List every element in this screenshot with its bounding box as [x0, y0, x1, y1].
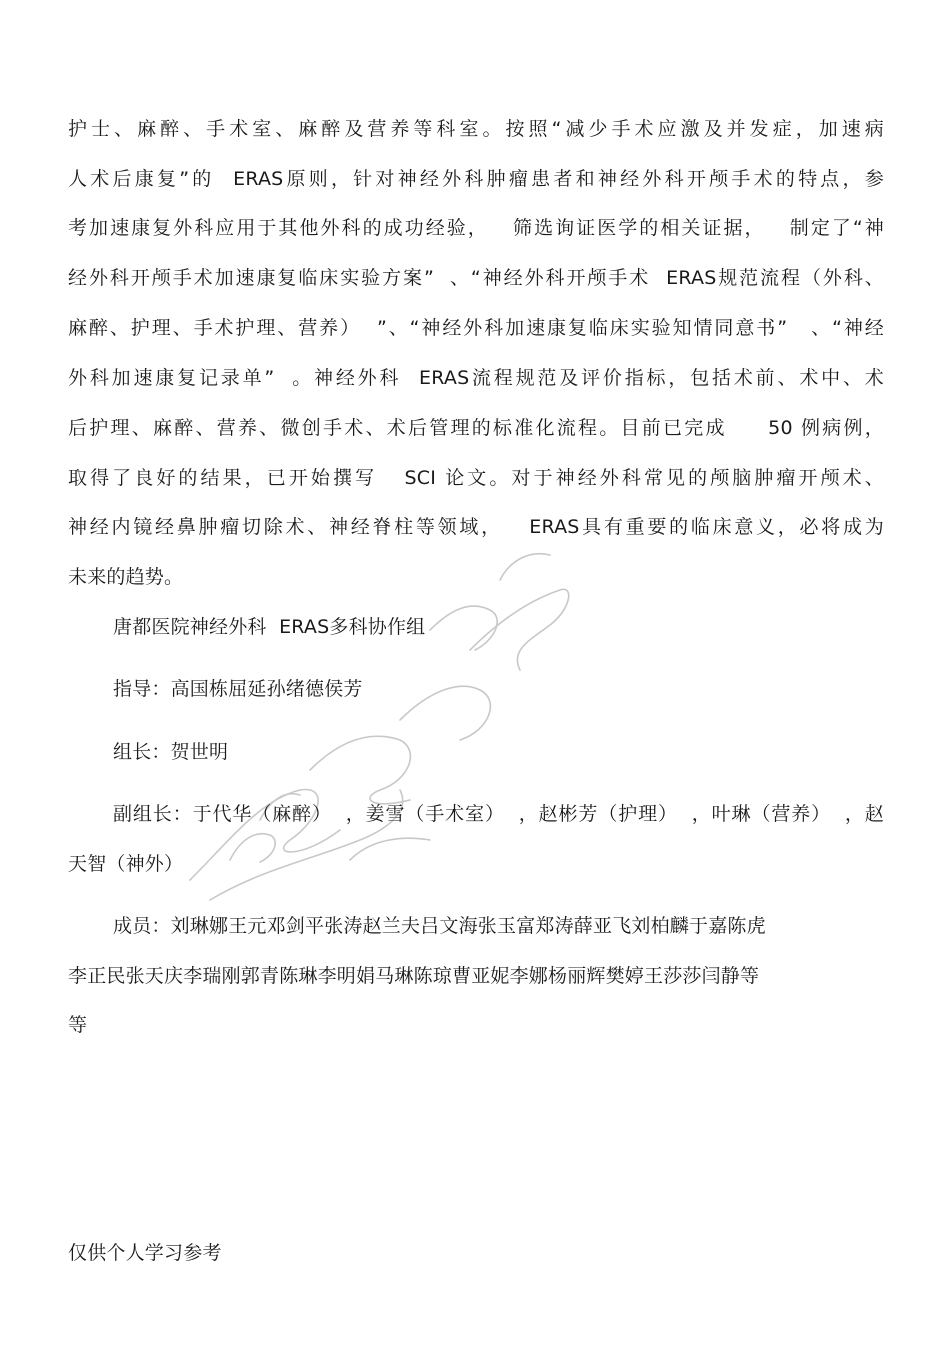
- advisors-line: 指导：高国栋屈延孙绪德侯芳: [113, 678, 363, 700]
- body-line-5: 麻醉、护理、手术护理、营养） ”、“神经外科加速康复临床实验知情同意书” 、“神经: [68, 317, 884, 339]
- body-line-3: 考加速康复外科应用于其他外科的成功经验， 筛选询证医学的相关证据， 制定了“神: [68, 217, 884, 239]
- body-line-1: 护士、麻醉、手术室、麻醉及营养等科室。按照“减少手术应激及并发症，加速病: [68, 118, 884, 140]
- body-line-10: 未来的趋势。: [68, 566, 184, 588]
- leader-line: 组长：贺世明: [113, 741, 229, 763]
- body-line-9: 神经内镜经鼻肿瘤切除术、神经脊柱等领域， ERAS具有重要的临床意义，必将成为: [68, 516, 884, 538]
- body-line-4: 经外科开颅手术加速康复临床实验方案” 、“神经外科开颅手术 ERAS规范流程（外科、: [68, 267, 884, 289]
- members-line-3: 等: [68, 1014, 88, 1036]
- deputy-line-1: 副组长：于代华（麻醉） ，姜雪（手术室） ，赵彬芳（护理） ，叶琳（营养） ，赵: [113, 803, 884, 825]
- members-line-2: 李正民张天庆李瑞刚郭青陈琳李明娟马琳陈琼曹亚妮李娜杨丽辉樊婷王莎莎闫静等: [68, 965, 760, 987]
- members-line-1: 成员：刘琳娜王元邓剑平张涛赵兰夫吕文海张玉富郑涛薛亚飞刘柏麟于嘉陈虎: [113, 915, 766, 937]
- body-line-6: 外科加速康复记录单” 。神经外科 ERAS流程规范及评价指标，包括术前、术中、术: [68, 367, 884, 389]
- footer-note: 仅供个人学习参考: [68, 1242, 222, 1264]
- group-name: 唐都医院神经外科 ERAS多科协作组: [113, 616, 426, 638]
- deputy-line-2: 天智（神外）: [68, 853, 184, 875]
- body-line-2: 人术后康复”的 ERAS原则，针对神经外科肿瘤患者和神经外科开颅手术的特点，参: [68, 168, 884, 190]
- body-line-7: 后护理、麻醉、营养、微创手术、术后管理的标准化流程。目前已完成 50 例病例，: [68, 417, 884, 439]
- body-line-8: 取得了良好的结果，已开始撰写 SCI 论文。对于神经外科常见的颅脑肿瘤开颅术、: [68, 467, 884, 489]
